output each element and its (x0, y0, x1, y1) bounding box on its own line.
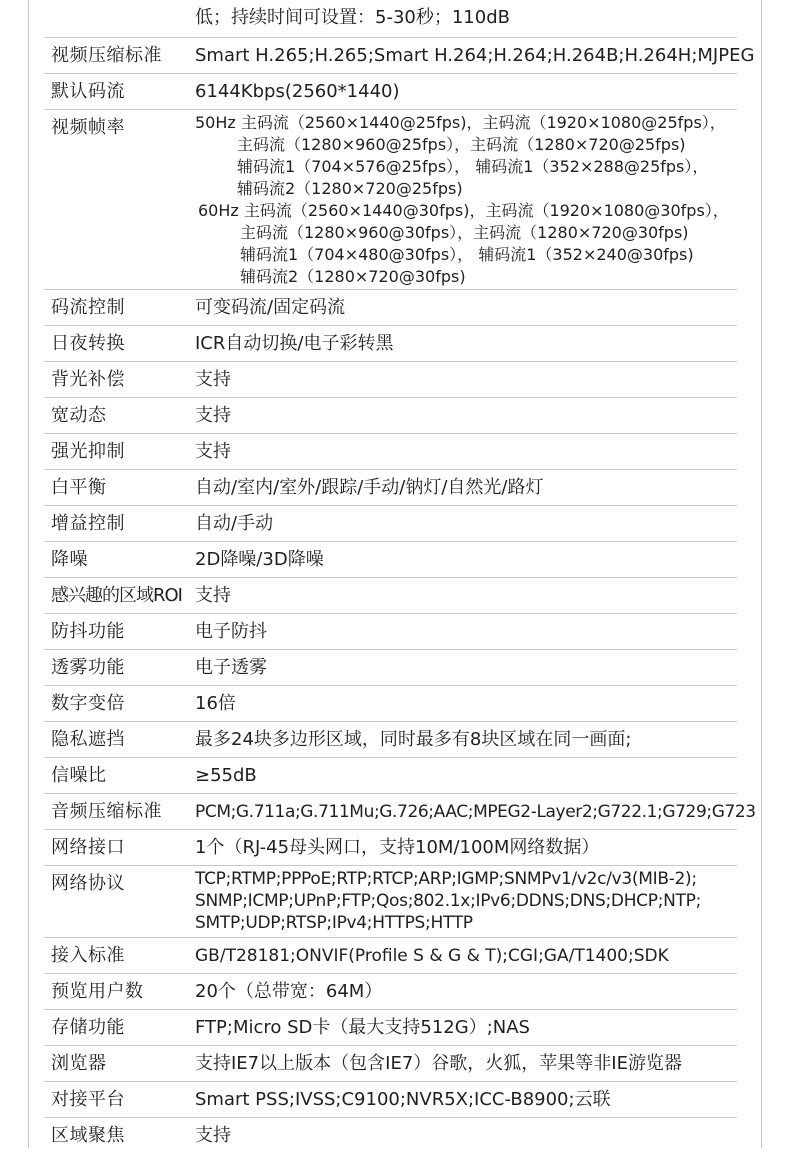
row-value: 支持 (195, 585, 231, 606)
table-row (44, 506, 737, 542)
row-value: 支持 (195, 369, 231, 390)
row-label: 默认码流 (51, 81, 125, 102)
table-row (44, 830, 737, 866)
row-label: 对接平台 (51, 1089, 125, 1110)
row-value: 支持IE7以上版本（包含IE7）谷歌，火狐，苹果等非IE游览器 (195, 1053, 682, 1074)
table-row (44, 434, 737, 470)
table-row (44, 398, 737, 434)
row-value: Smart PSS;IVSS;C9100;NVR5X;ICC-B8900;云联 (195, 1089, 611, 1110)
row-label: 信噪比 (51, 765, 107, 786)
row-label: 码流控制 (51, 297, 125, 318)
row-label: 背光补偿 (51, 369, 125, 390)
row-label: 网络协议 (51, 873, 125, 894)
table-row (44, 650, 737, 686)
row-label: 感兴趣的区域ROI (51, 585, 182, 606)
table-row (44, 74, 737, 110)
row-label (44, 0, 195, 37)
row-label: 强光抑制 (51, 441, 125, 462)
table-row (44, 578, 737, 614)
row-value: 1个（RJ-45母头网口，支持10M/100M网络数据） (195, 837, 600, 858)
row-value: 支持 (195, 441, 231, 462)
row-value: 自动/手动 (195, 513, 274, 534)
row-label: 增益控制 (51, 513, 125, 534)
table-row (44, 758, 737, 794)
row-value: 最多24块多边形区域，同时最多有8块区域在同一画面; (195, 729, 632, 750)
table-row (44, 974, 737, 1010)
row-value: 自动/室内/室外/跟踪/手动/钠灯/自然光/路灯 (195, 477, 544, 498)
row-value: 电子透雾 (195, 657, 267, 678)
table-row (44, 542, 737, 578)
row-value: 电子防抖 (195, 621, 267, 642)
row-value: 50Hz 主码流（2560×1440@25fps)，主码流（1920×1080@25fps）， 主码流（1280×960@25fps），主码流（1280×720@25fps) 辅码流1（704×576@25fps）， 辅码流1（352×288@25fps）， 辅码流2（1280×720@25fps) 60Hz 主码流（2560×1440@30fps)，主码流（1920×1080@30fps）， 主码流（1280×960@30fps），主码流（1280×720@30fps) 辅码流1（704×480@30fps）， 辅码流1（352×240@30fps) 辅码流2（1280×720@30fps) (195, 113, 729, 286)
table-row (44, 38, 755, 74)
row-label: 日夜转换 (51, 333, 125, 354)
row-label: 音频压缩标准 (51, 801, 162, 822)
spec-table (44, 0, 756, 1154)
row-label: 视频压缩标准 (51, 45, 162, 66)
table-row (44, 1010, 737, 1046)
row-value: PCM;G.711a;G.711Mu;G.726;AAC;MPEG2-Layer2;G722.1;G729;G723 (195, 802, 756, 822)
row-value: FTP;Micro SD卡（最大支持512G）;NAS (195, 1017, 530, 1038)
row-label: 宽动态 (51, 405, 107, 426)
row-value: ICR自动切换/电子彩转黑 (195, 333, 394, 354)
table-row (44, 686, 737, 722)
row-label: 降噪 (51, 549, 88, 570)
table-row (44, 614, 737, 650)
row-label: 浏览器 (51, 1053, 107, 1074)
table-row (44, 110, 737, 290)
row-label: 预览用户数 (51, 981, 144, 1002)
row-label: 视频帧率 (51, 117, 125, 138)
row-label: 网络接口 (51, 837, 125, 858)
table-row (44, 0, 737, 38)
table-row (44, 794, 756, 830)
row-label: 防抖功能 (51, 621, 125, 642)
row-label: 数字变倍 (51, 693, 125, 714)
row-value: 可变码流/固定码流 (195, 297, 346, 318)
row-value: ≥55dB (195, 765, 257, 786)
left-border (28, 0, 29, 1148)
row-value: 2D降噪/3D降噪 (195, 549, 324, 570)
table-row (44, 938, 737, 974)
row-value: 16倍 (195, 693, 236, 714)
row-label: 区域聚焦 (51, 1125, 125, 1146)
table-row (44, 326, 737, 362)
row-value: 支持 (195, 405, 231, 426)
row-value: GB/T28181;ONVIF(Profile S & G & T);CGI;GA/T1400;SDK (195, 946, 669, 966)
table-row (44, 722, 737, 758)
row-value: 支持 (195, 1125, 231, 1146)
row-label: 存储功能 (51, 1017, 125, 1038)
table-row (44, 362, 737, 398)
row-value: 低；持续时间可设置：5-30秒；110dB (195, 7, 510, 28)
table-row (44, 866, 737, 938)
row-label: 透雾功能 (51, 657, 125, 678)
row-value: 20个（总带宽：64M） (195, 981, 383, 1002)
table-row (44, 1118, 737, 1154)
table-row (44, 470, 737, 506)
row-value: Smart H.265;H.265;Smart H.264;H.264;H.264B;H.264H;MJPEG (195, 45, 755, 66)
row-label: 白平衡 (51, 477, 107, 498)
table-row (44, 1046, 737, 1082)
row-label: 隐私遮挡 (51, 729, 125, 750)
row-value: TCP;RTMP;PPPoE;RTP;RTCP;ARP;IGMP;SNMPv1/v2c/v3(MIB-2); SNMP;ICMP;UPnP;FTP;Qos;802.1x;IPv6;DDNS;DNS;DHCP;NTP; SMTP;UDP;RTSP;IPv4;HTTPS;HTTP (195, 869, 702, 933)
row-value: 6144Kbps(2560*1440) (195, 81, 400, 102)
row-label: 接入标准 (51, 945, 125, 966)
table-row (44, 1082, 737, 1118)
table-row (44, 290, 737, 326)
right-border (761, 0, 762, 1148)
